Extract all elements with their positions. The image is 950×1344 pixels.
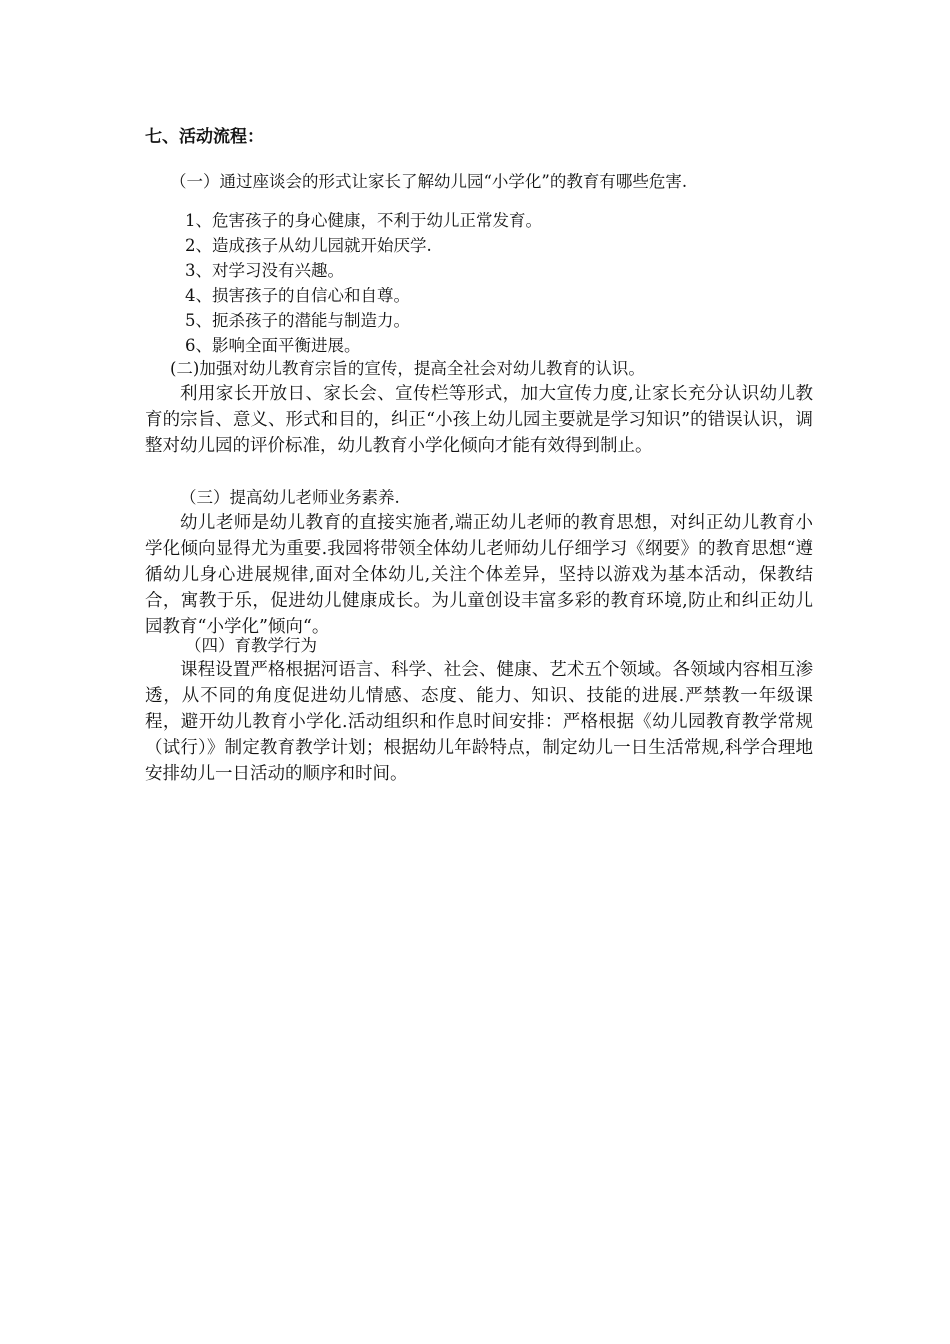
- section3-body: 幼儿老师是幼儿教育的直接实施者,端正幼儿老师的教育思想，对纠正幼儿教育小学化倾向显得尤为重要.我园将带领全体幼儿老师幼儿仔细学习《纲要》的教育思想“遵循幼儿身心进展规律,面对全体幼儿,关注个体差异，坚持以游戏为基本活动，保教结合，寓教于乐，促进幼儿健康成长。为儿童创设丰富多彩的教育环境,防止和纠正幼儿园教育“小学化”倾向“。: [145, 513, 813, 637]
- section4-body: 课程设置严格根据河语言、科学、社会、健康、艺术五个领域。各领域内容相互渗透，从不同的角度促进幼儿情感、态度、能力、知识、技能的进展.严禁教一年级课程，避开幼儿教育小学化.活动组织和作息时间安排：严格根据《幼儿园教育教学常规（试行）》制定教育教学计划；根据幼儿年龄特点，制定幼儿一日生活常规,科学合理地安排幼儿一日活动的顺序和时间。: [145, 660, 813, 784]
- harm-item-3: 3、对学习没有兴趣。: [185, 261, 344, 280]
- section4-title: （四）育教学行为: [185, 636, 317, 655]
- section1-title: （一）通过座谈会的形式让家长了解幼儿园“小学化”的教育有哪些危害.: [170, 172, 688, 191]
- section2-title: (二)加强对幼儿教育宗旨的宣传，提高全社会对幼儿教育的认识。: [170, 359, 645, 378]
- harm-item-5: 5、扼杀孩子的潜能与制造力。: [185, 311, 410, 330]
- section2-body: 利用家长开放日、家长会、宣传栏等形式，加大宣传力度,让家长充分认识幼儿教育的宗旨、意义、形式和目的，纠正“小孩上幼儿园主要就是学习知识”的错误认识，调整对幼儿园的评价标准，幼儿教育小学化倾向才能有效得到制止。: [145, 384, 813, 456]
- harm-item-6: 6、影响全面平衡进展。: [185, 336, 361, 355]
- harm-item-1: 1、危害孩子的身心健康，不利于幼儿正常发育。: [185, 211, 542, 230]
- section3-title: （三）提高幼儿老师业务素养.: [180, 488, 400, 507]
- section-heading: 七、活动流程：: [145, 127, 264, 147]
- harm-item-2: 2、造成孩子从幼儿园就开始厌学.: [185, 236, 432, 255]
- harm-item-4: 4、损害孩子的自信心和自尊。: [185, 286, 410, 305]
